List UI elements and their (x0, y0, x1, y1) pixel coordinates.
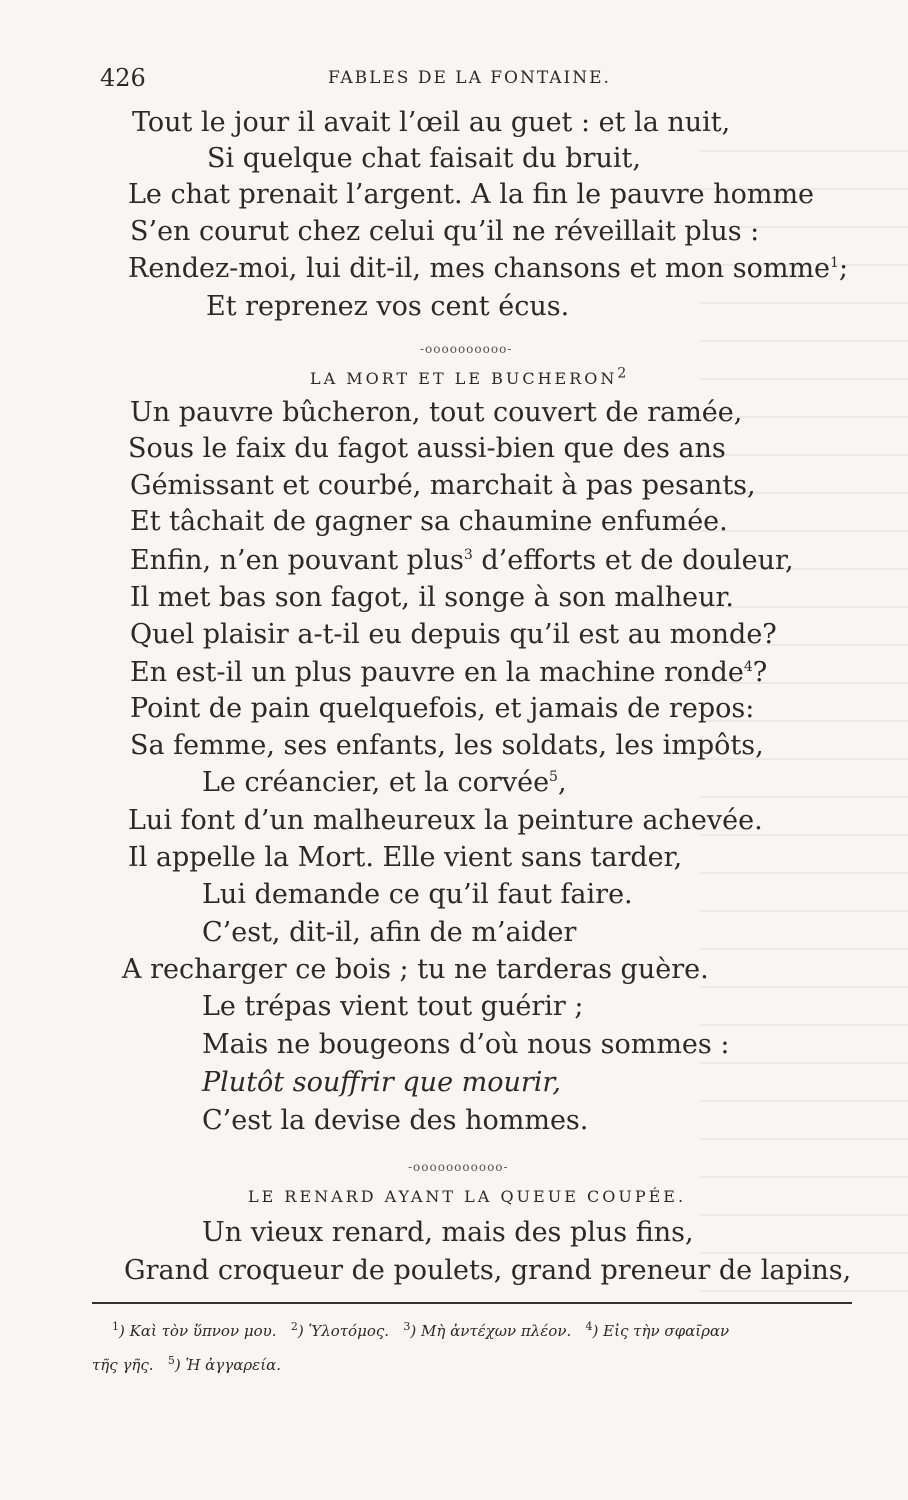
verse-line: Tout le jour il avait l’œil au guet : et la nuit, (132, 107, 731, 138)
ornament-divider: -ooooooooooo- (408, 1160, 509, 1174)
verse-line: S’en courut chez celui qu’il ne réveillait plus : (130, 216, 760, 247)
footnote-mark: 5 (167, 1354, 175, 1367)
footnote-text: τῆς γῆς. (92, 1356, 154, 1374)
verse-line: Gémissant et courbé, marchait à pas pesants, (130, 470, 756, 501)
footnote-mark: 4 (743, 659, 753, 675)
verse-line-with-note (128, 254, 848, 284)
footnote-mark: 1 (112, 1320, 119, 1333)
verse-tail: ; (838, 253, 849, 284)
footnote-text: Ἡ ἀγγαρεία. (185, 1356, 282, 1374)
verse-line: Un vieux renard, mais des plus fins, (202, 1217, 694, 1248)
verse-line: Un pauvre bûcheron, tout couvert de ramée, (130, 397, 743, 428)
ornament-divider: -oooooooooo- (420, 342, 513, 356)
verse-line: Le chat prenait l’argent. A la fin le pauvre homme (128, 179, 815, 210)
verse-text: Enfin, n’en pouvant plus (130, 545, 464, 576)
verse-line: Et tâchait de gagner sa chaumine enfumée. (130, 506, 728, 537)
footnote-text: Εἰς τὴν σφαῖραν (603, 1322, 730, 1340)
verse-tail: , (557, 767, 567, 798)
verse-line-with-note (130, 658, 767, 688)
verse-line: Lui font d’un malheureux la peinture achevée. (128, 805, 763, 836)
footnote-line: τῆς γῆς. $^5$) Ἡ ἀγγαρεία. (92, 1354, 282, 1374)
verse-line-with-note (130, 546, 794, 576)
footnote-text: Ὑλοτόμος. (308, 1322, 390, 1340)
footnote-mark: 2 (290, 1320, 298, 1333)
verse-tail: ? (752, 657, 768, 688)
verse-text: Rendez-moi, lui dit-il, mes chansons et mon somme (128, 253, 831, 284)
verse-line: Mais ne bougeons d’où nous sommes : (202, 1029, 730, 1060)
verse-tail: d’efforts et de douleur, (472, 545, 794, 576)
verse-line: Sa femme, ses enfants, les soldats, les impôts, (130, 730, 764, 761)
verse-line: Sous le faix du fagot aussi-bien que des ans (128, 433, 726, 464)
running-title: FABLES DE LA FONTAINE. (328, 68, 611, 88)
fable-title: LE RENARD AYANT LA QUEUE COUPÉE. (248, 1187, 687, 1206)
verse-line: A recharger ce bois ; tu ne tarderas guère. (122, 954, 709, 985)
footnote-mark: 1 (830, 255, 839, 271)
verse-line: Quel plaisir a-t-il eu depuis qu’il est au monde? (130, 619, 777, 650)
verse-line-with-note (202, 768, 567, 798)
page-header (100, 64, 660, 98)
verse-line: Il appelle la Mort. Elle vient sans tarder, (128, 842, 683, 873)
verse-line: Il met bas son fagot, il songe à son malheur. (130, 582, 735, 613)
verse-line: Si quelque chat faisait du bruit, (207, 143, 641, 174)
footnote-rule (92, 1302, 852, 1304)
page-number: 426 (100, 64, 146, 92)
verse-line: Lui demande ce qu’il faut faire. (202, 879, 633, 910)
footnote-mark: 2 (617, 365, 630, 382)
verse-line: Point de pain quelquefois, et jamais de repos: (130, 693, 755, 724)
verse-line: Plutôt souffrir que mourir, (202, 1067, 561, 1098)
footnote-text: Μὴ ἀντέχων πλέον. (420, 1322, 572, 1340)
footnote-mark: 4 (585, 1320, 593, 1333)
verse-line: C’est la devise des hommes. (202, 1105, 589, 1136)
verse-line: C’est, dit-il, afin de m’aider (202, 917, 577, 948)
fable-title-text: LA MORT ET LE BUCHERON (310, 369, 618, 388)
verse-line: Le trépas vient tout guérir ; (202, 991, 584, 1022)
verse-text: En est-il un plus pauvre en la machine ronde (130, 657, 744, 688)
fable-title (310, 365, 630, 388)
footnote-mark: 3 (463, 547, 473, 563)
verse-text: Le créancier, et la corvée (202, 767, 550, 798)
verse-line: Et reprenez vos cent écus. (206, 291, 570, 322)
footnote-line: $^1$) Καὶ τὸν ὕπνον μου. $^2$) Ὑλοτόμος. $^3$) Μὴ ἀντέχων πλέον. $^4$) Εἰς τὴν σφαῖραν (112, 1320, 730, 1340)
footnote-mark: 3 (403, 1320, 411, 1333)
verse-line: Grand croqueur de poulets, grand preneur de lapins, (124, 1255, 852, 1286)
footnote-mark: 5 (549, 769, 558, 785)
footnote-text: Καὶ τὸν ὕπνον μου. (129, 1322, 277, 1340)
